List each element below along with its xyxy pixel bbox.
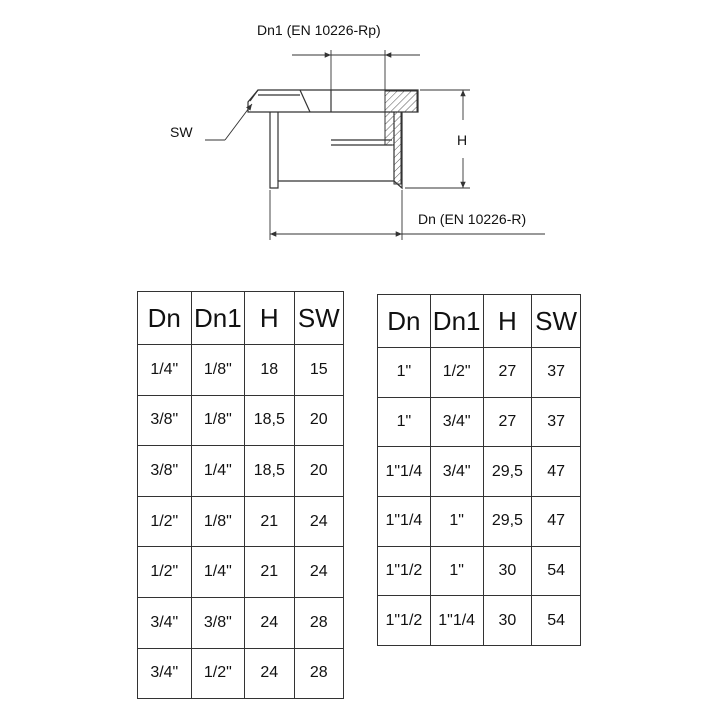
cell-dn1: 3/4" (430, 447, 483, 497)
header-h: H (245, 292, 294, 345)
cell-dn1: 1/4" (191, 446, 245, 497)
cell-dn: 1" (378, 397, 431, 447)
cell-sw: 37 (532, 348, 581, 398)
cell-dn1: 3/8" (191, 597, 245, 648)
cell-dn: 1" (378, 348, 431, 398)
cell-h: 21 (245, 547, 294, 598)
header-dn: Dn (378, 295, 431, 348)
sw-leader (205, 104, 252, 140)
cell-dn: 3/4" (138, 648, 192, 699)
cell-sw: 54 (532, 596, 581, 646)
cell-h: 21 (245, 496, 294, 547)
table-header-row (378, 295, 581, 348)
table-row (378, 596, 581, 646)
cell-dn: 1/4" (138, 345, 192, 396)
cell-h: 18 (245, 345, 294, 396)
dn1-dimension (292, 50, 420, 90)
header-h: H (483, 295, 532, 348)
cell-dn1: 1/8" (191, 345, 245, 396)
cell-dn: 3/4" (138, 597, 192, 648)
cell-dn: 1"1/2 (378, 596, 431, 646)
technical-drawing (0, 0, 720, 280)
cell-dn1: 1" (430, 546, 483, 596)
cell-h: 30 (483, 546, 532, 596)
table-row (138, 597, 344, 648)
cell-dn1: 3/4" (430, 397, 483, 447)
cell-sw: 28 (294, 597, 343, 648)
cell-sw: 47 (532, 447, 581, 497)
dimension-table-right (377, 294, 581, 646)
cell-h: 24 (245, 597, 294, 648)
table-row (138, 446, 344, 497)
cell-dn: 1"1/4 (378, 497, 431, 547)
cell-h: 18,5 (245, 446, 294, 497)
cell-h: 24 (245, 648, 294, 699)
cell-sw: 24 (294, 496, 343, 547)
cell-sw: 24 (294, 547, 343, 598)
cell-sw: 54 (532, 546, 581, 596)
cell-sw: 20 (294, 446, 343, 497)
table-row (138, 496, 344, 547)
cell-h: 30 (483, 596, 532, 646)
cell-dn: 1/2" (138, 496, 192, 547)
dn1-label: Dn1 (EN 10226-Rp) (257, 22, 381, 38)
cell-h: 27 (483, 348, 532, 398)
section-hatch (385, 91, 417, 184)
cell-dn: 1"1/4 (378, 447, 431, 497)
cell-h: 27 (483, 397, 532, 447)
cell-dn1: 1/8" (191, 395, 245, 446)
cell-dn: 1"1/2 (378, 546, 431, 596)
cell-sw: 37 (532, 397, 581, 447)
dn-label: Dn (EN 10226-R) (418, 211, 527, 227)
table-row (138, 395, 344, 446)
table-row (378, 497, 581, 547)
cell-dn1: 1/2" (191, 648, 245, 699)
cell-dn1: 1" (430, 497, 483, 547)
cell-sw: 20 (294, 395, 343, 446)
cell-dn: 3/8" (138, 395, 192, 446)
sw-label: SW (170, 124, 193, 140)
header-dn1: Dn1 (430, 295, 483, 348)
cell-dn1: 1/4" (191, 547, 245, 598)
h-label: H (457, 132, 468, 148)
cell-dn: 3/8" (138, 446, 192, 497)
table-row (378, 397, 581, 447)
dimension-table-left (137, 291, 344, 699)
table-row (378, 447, 581, 497)
cell-sw: 15 (294, 345, 343, 396)
header-dn1: Dn1 (191, 292, 245, 345)
table-row (378, 348, 581, 398)
cell-h: 29,5 (483, 497, 532, 547)
table-row (138, 648, 344, 699)
header-sw: SW (294, 292, 343, 345)
cell-h: 18,5 (245, 395, 294, 446)
cell-dn: 1/2" (138, 547, 192, 598)
header-sw: SW (532, 295, 581, 348)
cell-h: 29,5 (483, 447, 532, 497)
cell-sw: 47 (532, 497, 581, 547)
cell-dn1: 1/2" (430, 348, 483, 398)
table-row (138, 345, 344, 396)
cell-sw: 28 (294, 648, 343, 699)
header-dn: Dn (138, 292, 192, 345)
table-header-row (138, 292, 344, 345)
cell-dn1: 1/8" (191, 496, 245, 547)
table-row (138, 547, 344, 598)
table-row (378, 546, 581, 596)
cell-dn1: 1"1/4 (430, 596, 483, 646)
